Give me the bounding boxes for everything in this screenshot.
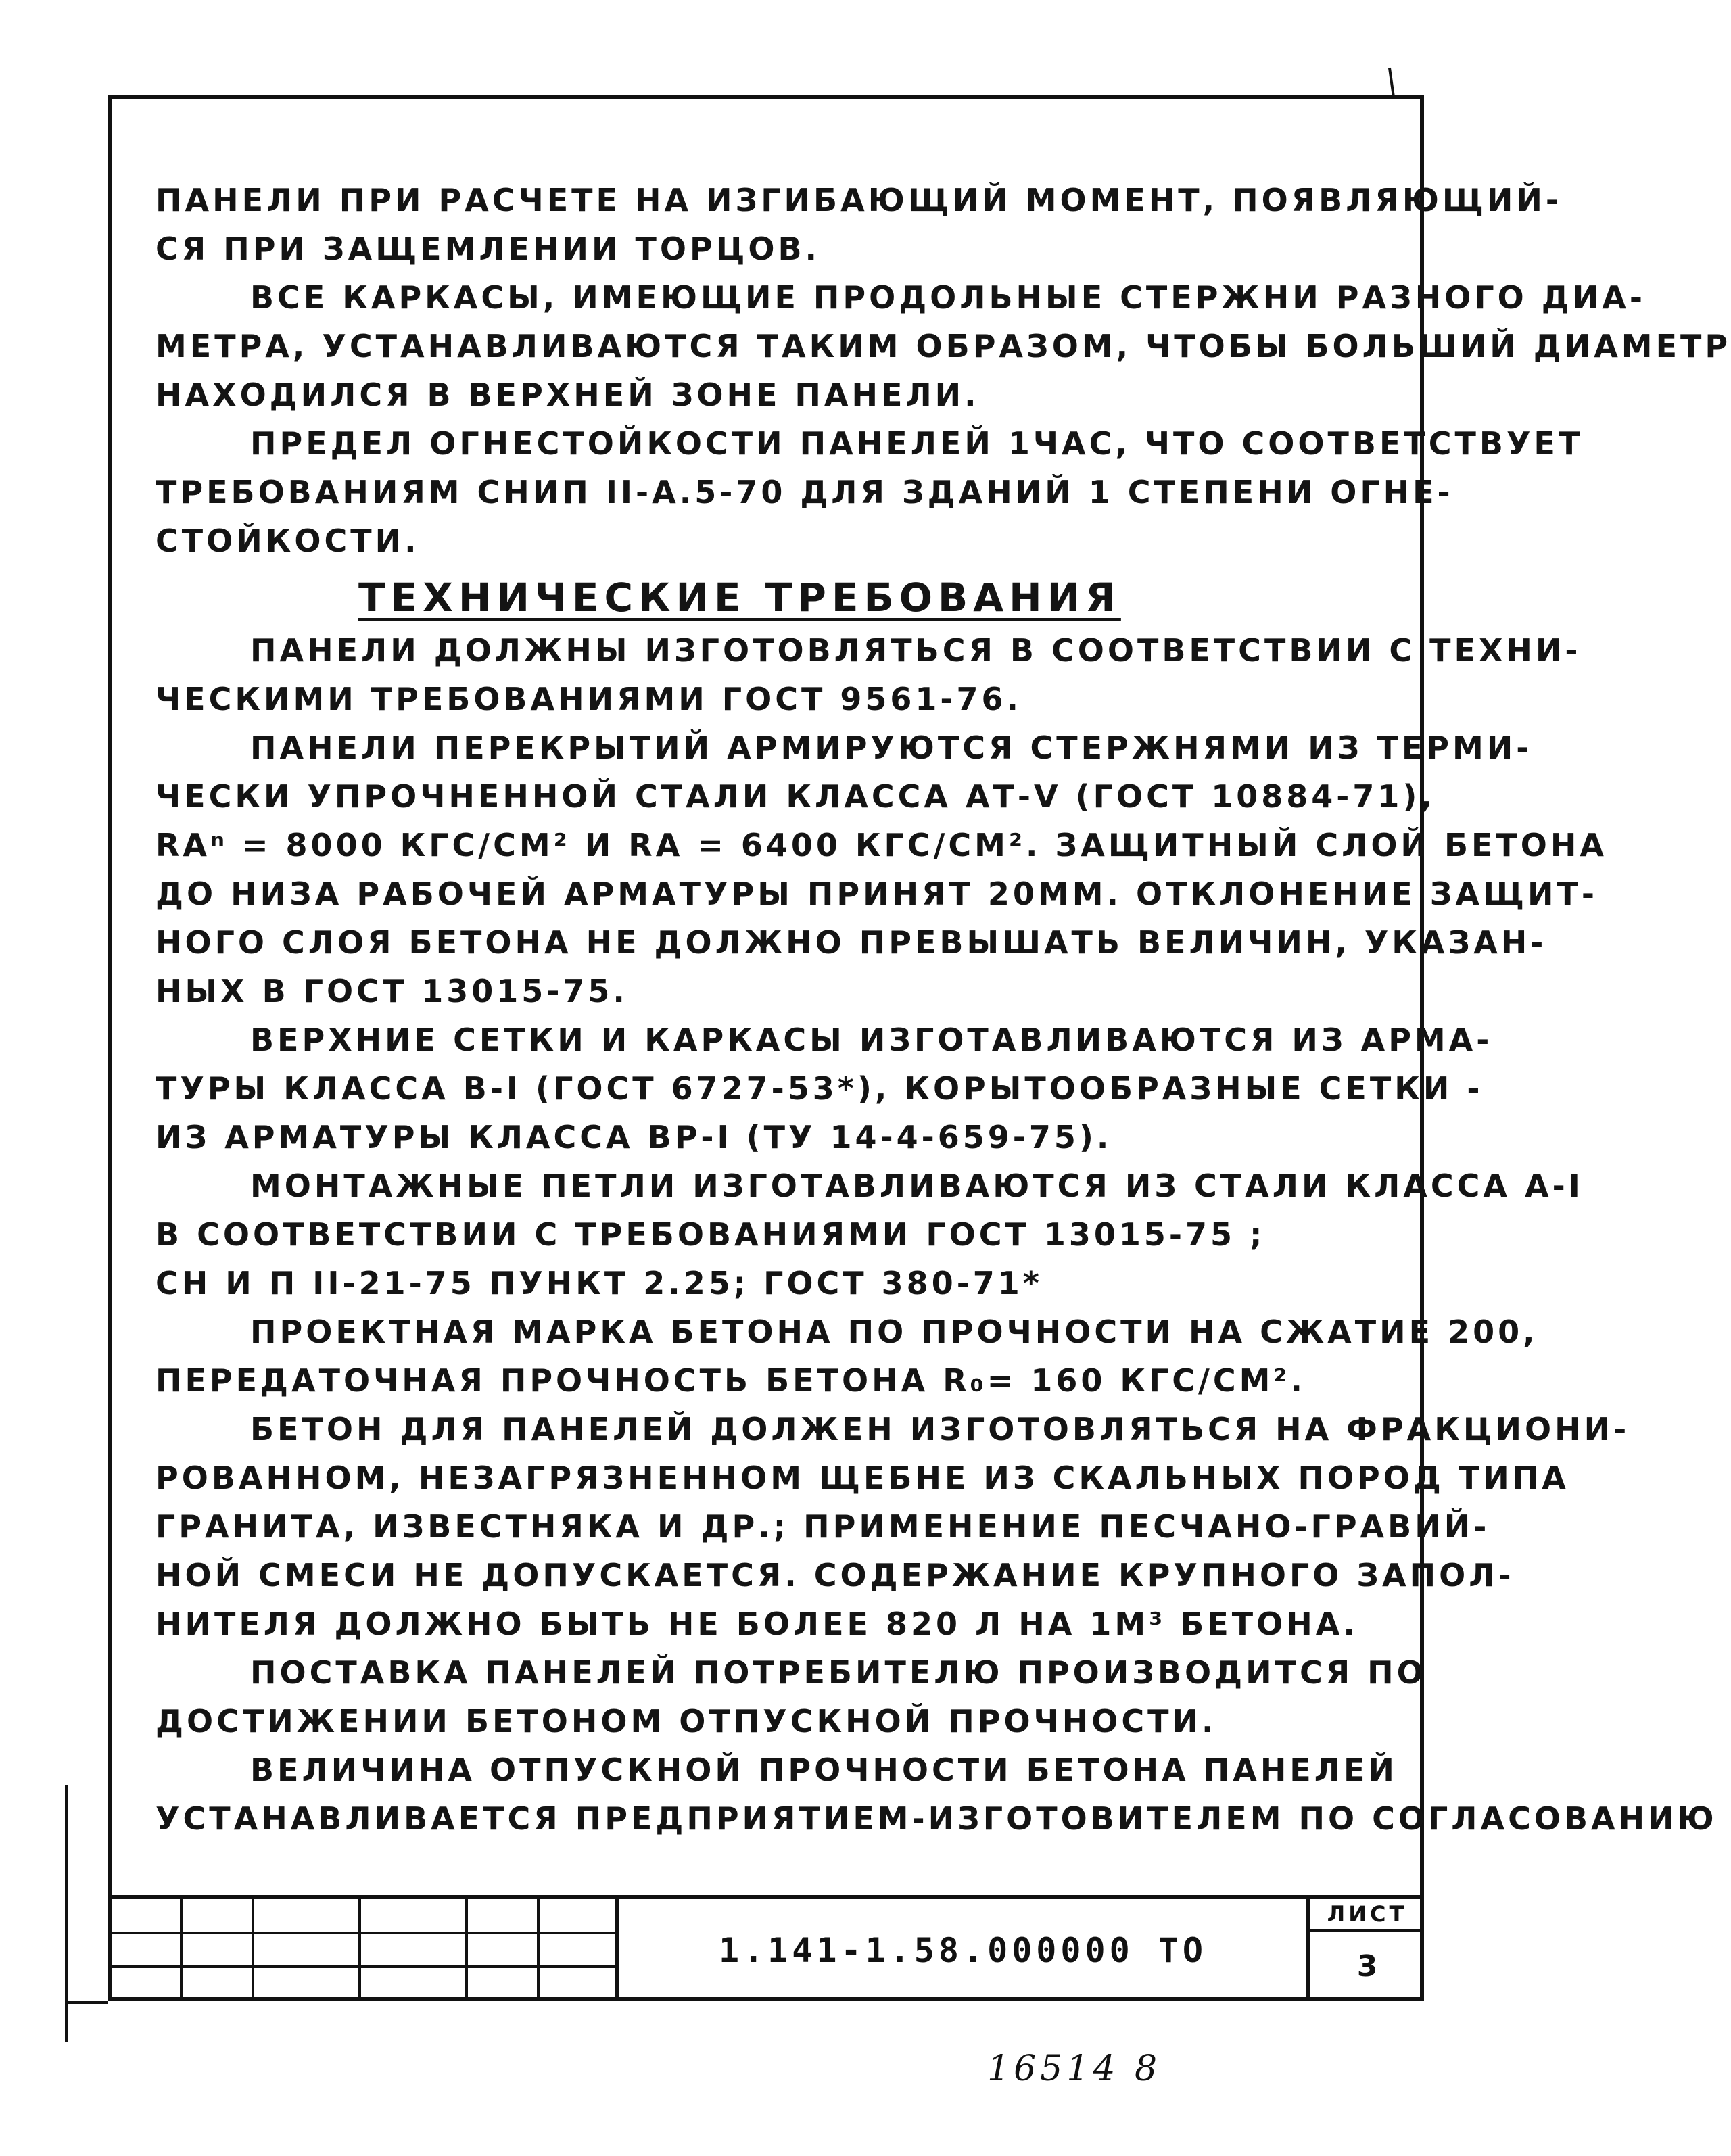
grid-line (465, 1899, 468, 2001)
text-line: ВЕЛИЧИНА ОТПУСКНОЙ ПРОЧНОСТИ БЕТОНА ПАНЕЛЕЙ (250, 1752, 1398, 1788)
text-line: RАⁿ = 8000 КГС/СМ² И RА = 6400 КГС/СМ². ЗАЩИТНЫЙ СЛОЙ БЕТОНА (156, 827, 1608, 863)
paragraph-2 (156, 273, 1731, 419)
text-line: БЕТОН ДЛЯ ПАНЕЛЕЙ ДОЛЖЕН ИЗГОТОВЛЯТЬСЯ НА ФРАКЦИОНИ- (250, 1411, 1630, 1447)
text-line: ПАНЕЛИ ПЕРЕКРЫТИЙ АРМИРУЮТСЯ СТЕРЖНЯМИ ИЗ ТЕРМИ- (250, 729, 1533, 766)
grid-line (108, 1932, 615, 1934)
text-line: НЫХ В ГОСТ 13015-75. (156, 973, 628, 1009)
text-line: ТРЕБОВАНИЯМ СНИП ІІ-А.5-70 ДЛЯ ЗДАНИЙ 1 СТЕПЕНИ ОГНЕ- (156, 474, 1454, 510)
revision-grid (108, 1899, 615, 2001)
paragraph-3 (156, 419, 1584, 565)
paragraph-7 (156, 1161, 1584, 1308)
paragraph-10 (156, 1648, 1427, 1746)
paragraph-4 (156, 626, 1582, 723)
document-body (156, 176, 1731, 1843)
text-line: ЧЕСКИ УПРОЧНЕННОЙ СТАЛИ КЛАССА АТ-V (ГОСТ 10884-71), (156, 778, 1436, 815)
text-line: ВЕРХНИЕ СЕТКИ И КАРКАСЫ ИЗГОТАВЛИВАЮТСЯ ИЗ АРМА- (250, 1022, 1493, 1058)
text-line: УСТАНАВЛИВАЕТСЯ ПРЕДПРИЯТИЕМ-ИЗГОТОВИТЕЛЕМ ПО СОГЛАСОВАНИЮ (156, 1800, 1717, 1837)
top-corner-mark (1388, 68, 1395, 97)
paragraph-9 (156, 1405, 1630, 1648)
text-line: ПРЕДЕЛ ОГНЕСТОЙКОСТИ ПАНЕЛЕЙ 1ЧАС, ЧТО СООТВЕТСТВУЕТ (250, 425, 1584, 462)
paragraph-11 (156, 1746, 1717, 1843)
text-line: СЯ ПРИ ЗАЩЕМЛЕНИИ ТОРЦОВ. (156, 231, 821, 267)
paragraph-5 (156, 723, 1608, 1015)
text-line: ДОСТИЖЕНИИ БЕТОНОМ ОТПУСКНОЙ ПРОЧНОСТИ. (156, 1703, 1217, 1740)
text-line: ПАНЕЛИ ДОЛЖНЫ ИЗГОТОВЛЯТЬСЯ В СООТВЕТСТВИИ С ТЕХНИ- (250, 632, 1582, 669)
text-line: ГРАНИТА, ИЗВЕСТНЯКА И ДР.; ПРИМЕНЕНИЕ ПЕСЧАНО-ГРАВИЙ- (156, 1508, 1490, 1545)
text-line: НОЙ СМЕСИ НЕ ДОПУСКАЕТСЯ. СОДЕРЖАНИЕ КРУПНОГО ЗАПОЛ- (156, 1557, 1515, 1594)
text-line: ВСЕ КАРКАСЫ, ИМЕЮЩИЕ ПРОДОЛЬНЫЕ СТЕРЖНИ РАЗНОГО ДИА- (250, 279, 1646, 316)
text-line: ЧЕСКИМИ ТРЕБОВАНИЯМИ ГОСТ 9561-76. (156, 681, 1022, 717)
text-line: МЕТРА, УСТАНАВЛИВАЮТСЯ ТАКИМ ОБРАЗОМ, ЧТОБЫ БОЛЬШИЙ ДИАМЕТР (156, 328, 1731, 364)
text-line: ПАНЕЛИ ПРИ РАСЧЕТЕ НА ИЗГИБАЮЩИЙ МОМЕНТ, ПОЯВЛЯЮЩИЙ- (156, 182, 1562, 218)
text-line: МОНТАЖНЫЕ ПЕТЛИ ИЗГОТАВЛИВАЮТСЯ ИЗ СТАЛИ КЛАССА А-I (250, 1168, 1584, 1204)
text-line: НАХОДИЛСЯ В ВЕРХНЕЙ ЗОНЕ ПАНЕЛИ. (156, 377, 980, 413)
text-line: НИТЕЛЯ ДОЛЖНО БЫТЬ НЕ БОЛЕЕ 820 Л НА 1М³ БЕТОНА. (156, 1606, 1358, 1642)
text-line: ПЕРЕДАТОЧНАЯ ПРОЧНОСТЬ БЕТОНА R₀= 160 КГС/СМ². (156, 1362, 1306, 1399)
title-block (108, 1895, 1424, 2001)
grid-line (252, 1899, 254, 2001)
text-line: ДО НИЗА РАБОЧЕЙ АРМАТУРЫ ПРИНЯТ 20ММ. ОТКЛОНЕНИЕ ЗАЩИТ- (156, 876, 1598, 912)
grid-line (358, 1899, 361, 2001)
grid-line (108, 1965, 615, 1968)
grid-line (537, 1899, 540, 2001)
text-line: ПРОЕКТНАЯ МАРКА БЕТОНА ПО ПРОЧНОСТИ НА СЖАТИЕ 200, (250, 1314, 1538, 1350)
text-line: ПОСТАВКА ПАНЕЛЕЙ ПОТРЕБИТЕЛЮ ПРОИЗВОДИТСЯ ПО (250, 1654, 1427, 1691)
text-line: РОВАННОМ, НЕЗАГРЯЗНЕННОМ ЩЕБНЕ ИЗ СКАЛЬНЫХ ПОРОД ТИПА (156, 1460, 1569, 1496)
paragraph-8 (156, 1308, 1538, 1405)
text-line: НОГО СЛОЯ БЕТОНА НЕ ДОЛЖНО ПРЕВЫШАТЬ ВЕЛИЧИН, УКАЗАН- (156, 924, 1547, 961)
grid-line (180, 1899, 183, 2001)
text-line: ИЗ АРМАТУРЫ КЛАССА ВР-I (ТУ 14-4-659-75). (156, 1119, 1112, 1155)
section-heading: ТЕХНИЧЕСКИЕ ТРЕБОВАНИЯ (358, 575, 1121, 621)
sheet-number: 3 (1356, 1949, 1378, 1984)
document-code: 1.141-1.58.000000 ТО (718, 1930, 1208, 1970)
sheet-label: ЛИСТ (1310, 1899, 1424, 1932)
text-line: СН И П ІІ-21-75 ПУНКТ 2.25; ГОСТ 380-71* (156, 1265, 1043, 1301)
text-line: СТОЙКОСТИ. (156, 523, 420, 559)
sheet-number-box (1310, 1899, 1424, 2001)
paragraph-6 (156, 1015, 1493, 1161)
text-line: В СООТВЕТСТВИИ С ТРЕБОВАНИЯМИ ГОСТ 13015-75 ; (156, 1216, 1266, 1253)
text-line: ТУРЫ КЛАССА В-I (ГОСТ 6727-53*), КОРЫТООБРАЗНЫЕ СЕТКИ - (156, 1070, 1484, 1107)
paragraph-1 (156, 176, 1562, 273)
handwritten-note: 16514 8 (987, 2049, 1162, 2089)
margin-line (65, 2001, 108, 2004)
